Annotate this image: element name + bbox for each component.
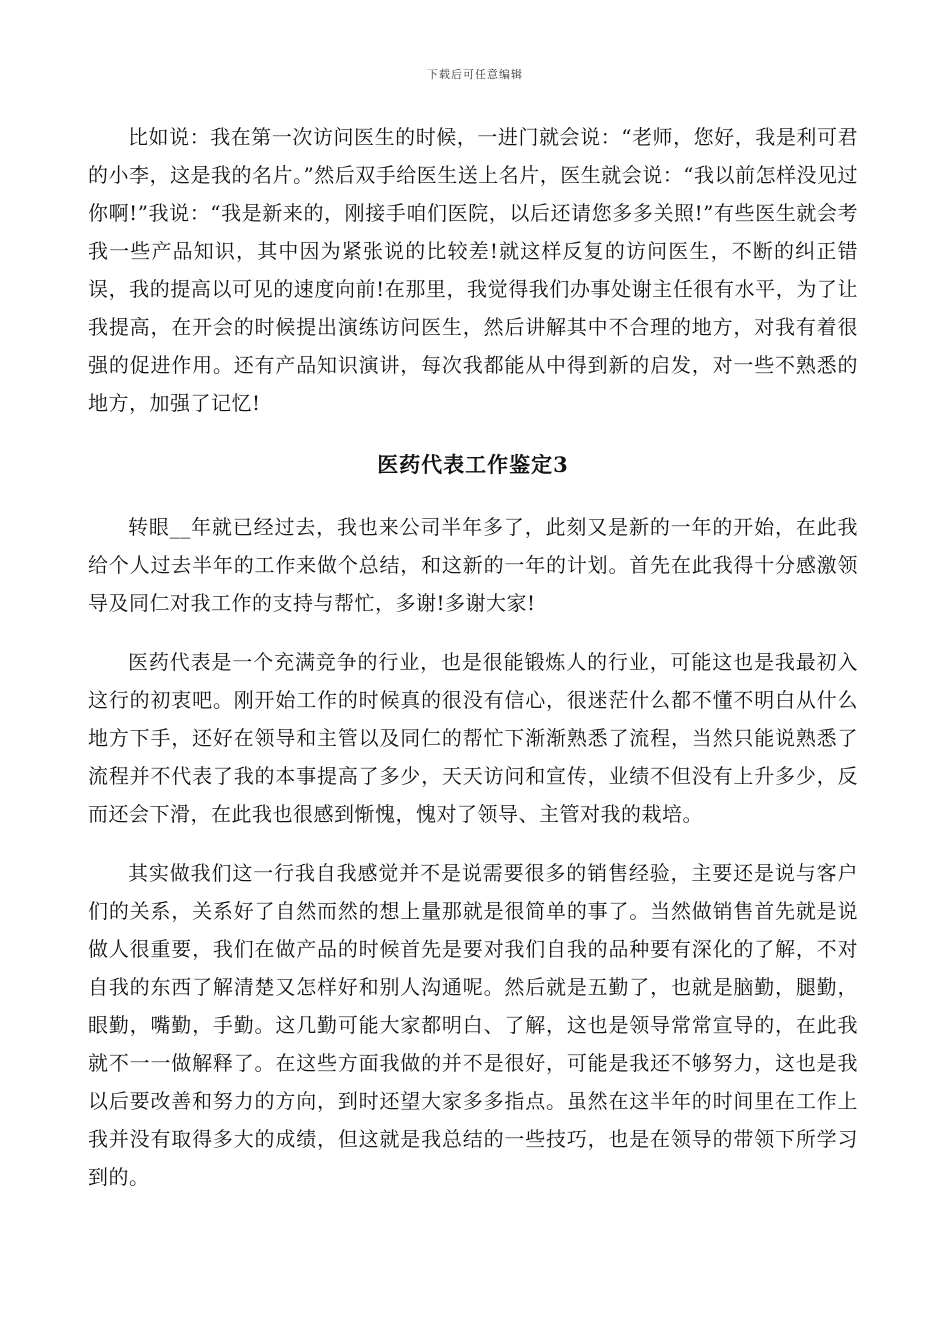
document-body bbox=[88, 118, 858, 1196]
header-note: 下载后可任意编辑 bbox=[427, 68, 523, 81]
section-title: 医药代表工作鉴定3 bbox=[377, 452, 569, 477]
paragraph-3: 医药代表是一个充满竞争的行业，也是很能锻炼人的行业，可能这也是我最初入这行的初衷吧。刚开始工作的时候真的很没有信心，很迷茫什么都不懂不明白从什么地方下手，还好在领导和主管以及同仁的帮忙下渐渐熟悉了流程，当然只能说熟悉了流程并不代表了我的本事提高了多少，天天访问和宣传，业绩不但没有上升多少，反而还会下滑，在此我也很感到惭愧，愧对了领导、主管对我的栽培。 bbox=[88, 650, 858, 826]
paragraph-4: 其实做我们这一行我自我感觉并不是说需要很多的销售经验，主要还是说与客户们的关系，关系好了自然而然的想上量那就是很简单的事了。当然做销售首先就是说做人很重要，我们在做产品的时候首先是要对我们自我的品种要有深化的了解，不对自我的东西了解清楚又怎样好和别人沟通呢。然后就是五勤了，也就是脑勤，腿勤，眼勤，嘴勤，手勤。这几勤可能大家都明白、了解，这也是领导常常宣导的，在此我就不一一做解释了。在这些方面我做的并不是很好，可能是我还不够努力，这也是我以后要改善和努力的方向，到时还望大家多多指点。虽然在这半年的时间里在工作上我并没有取得多大的成绩，但这就是我总结的一些技巧，也是在领导的带领下所学习到的。 bbox=[88, 861, 858, 1189]
paragraph-2: 转眼__年就已经过去，我也来公司半年多了，此刻又是新的一年的开始，在此我给个人过去半年的工作来做个总结，和这新的一年的计划。首先在此我得十分感激领导及同仁对我工作的支持与帮忙，多谢!多谢大家! bbox=[88, 515, 858, 615]
paragraph-1: 比如说：我在第一次访问医生的时候，一进门就会说：“老师，您好，我是利可君的小李，这是我的名片。”然后双手给医生送上名片，医生就会说：“我以前怎样没见过你啊!”我说：“我是新来的，刚接手咱们医院，以后还请您多多关照!”有些医生就会考我一些产品知识，其中因为紧张说的比较差!就这样反复的访问医生，不断的纠正错误，我的提高以可见的速度向前!在那里，我觉得我们办事处谢主任很有水平，为了让我提高，在开会的时候提出演练访问医生，然后讲解其中不合理的地方，对我有着很强的促进作用。还有产品知识演讲，每次我都能从中得到新的启发，对一些不熟悉的地方，加强了记忆! bbox=[88, 125, 858, 415]
